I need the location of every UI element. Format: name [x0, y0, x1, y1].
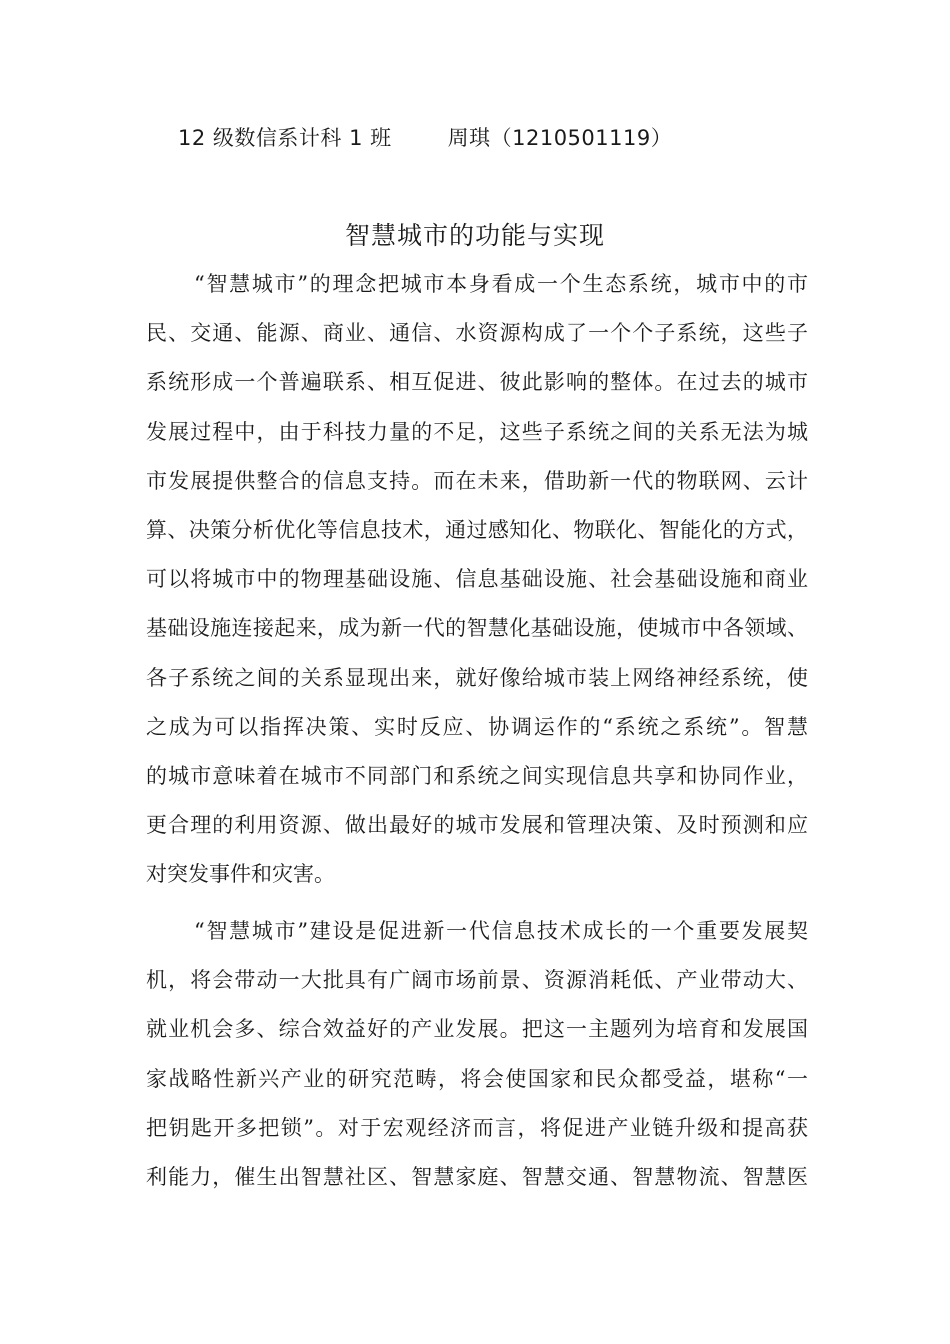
paragraph-line: “智慧城市”建设是促进新一代信息技术成长的一个重要发展契 — [194, 919, 808, 943]
paragraph-line: 把钥匙开多把锁”。对于宏观经济而言，将促进产业链升级和提高获 — [146, 1115, 808, 1140]
paragraph-line: 基础设施连接起来，成为新一代的智慧化基础设施，使城市中各领域、 — [146, 616, 808, 641]
paragraph-1 — [146, 260, 808, 899]
paragraph-line: 更合理的利用资源、做出最好的城市发展和管理决策、及时预测和应 — [146, 813, 808, 838]
paragraph-line: 可以将城市中的物理基础设施、信息基础设施、社会基础设施和商业 — [146, 567, 808, 592]
student-name: 周琪（1210501119） — [447, 126, 673, 150]
paragraph-line: 发展过程中，由于科技力量的不足，这些子系统之间的关系无法为城 — [146, 419, 808, 444]
paragraph-line: 机，将会带动一大批具有广阔市场前景、资源消耗低、产业带动大、 — [146, 968, 808, 993]
paragraph-line: “智慧城市”的理念把城市本身看成一个生态系统，城市中的市 — [194, 272, 808, 296]
paragraph-line: 市发展提供整合的信息支持。而在未来，借助新一代的物联网、云计 — [146, 468, 808, 493]
paragraph-line: 家战略性新兴产业的研究范畴，将会使国家和民众都受益，堪称“一 — [146, 1066, 808, 1091]
paragraph-line: 各子系统之间的关系显现出来，就好像给城市装上网络神经系统，使 — [146, 665, 808, 690]
paragraph-2 — [146, 907, 808, 1202]
paragraph-line: 的城市意味着在城市不同部门和系统之间实现信息共享和协同作业， — [146, 763, 808, 788]
paragraph-line: 就业机会多、综合效益好的产业发展。把这一主题列为培育和发展国 — [146, 1017, 808, 1042]
paragraph-line: 系统形成一个普遍联系、相互促进、彼此影响的整体。在过去的城市 — [146, 370, 808, 395]
paragraph-line: 算、决策分析优化等信息技术，通过感知化、物联化、智能化的方式， — [146, 517, 808, 542]
author-header — [178, 122, 672, 152]
document-title: 智慧城市的功能与实现 — [344, 221, 605, 250]
paragraph-line: 利能力，催生出智慧社区、智慧家庭、智慧交通、智慧物流、智慧医 — [146, 1164, 808, 1189]
class-info: 12 级数信系计科 1 班 — [178, 126, 392, 150]
paragraph-line: 对突发事件和灾害。 — [146, 862, 335, 887]
paragraph-line: 之成为可以指挥决策、实时反应、协调运作的“系统之系统”。智慧 — [146, 714, 808, 739]
paragraph-line: 民、交通、能源、商业、通信、水资源构成了一个个子系统，这些子 — [146, 321, 808, 346]
